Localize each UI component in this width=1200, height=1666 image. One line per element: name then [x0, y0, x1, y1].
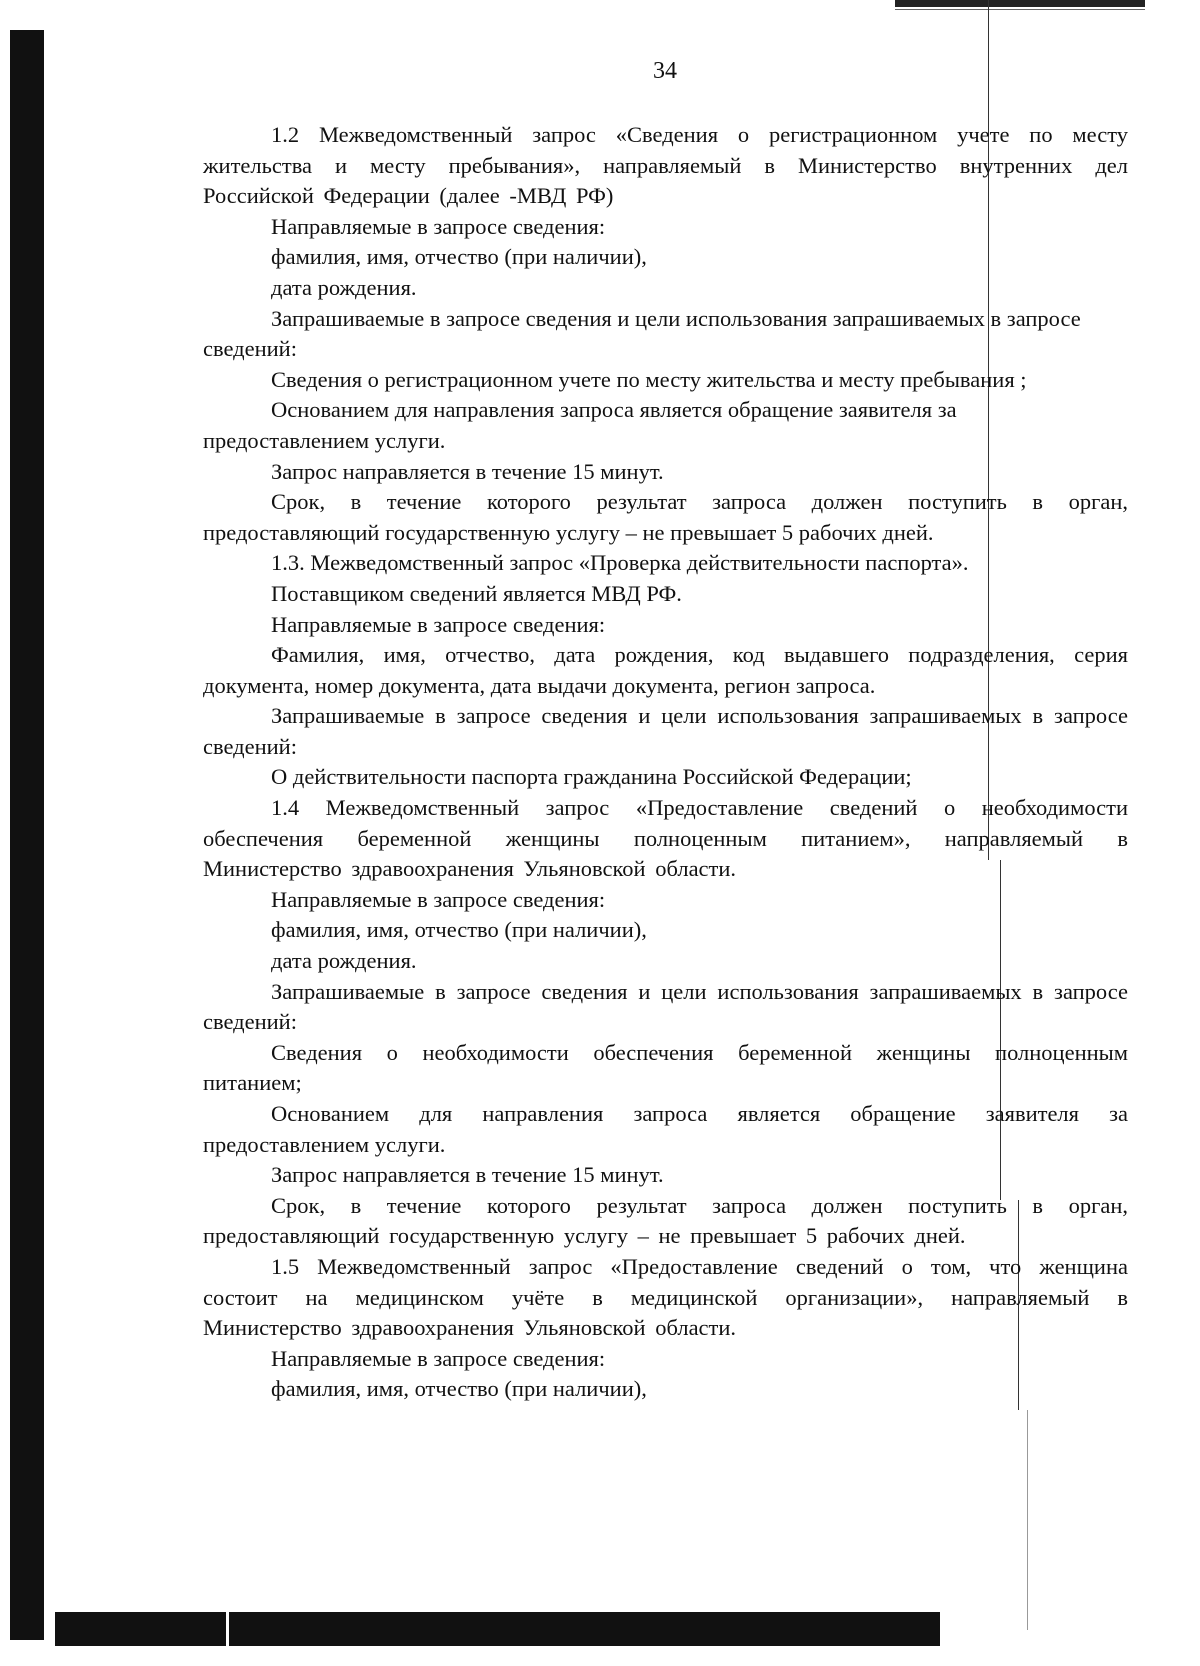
- scan-edge-top-line: [895, 9, 1145, 10]
- paragraph: 1.4 Межведомственный запрос «Предоставление сведений о необходимости обеспечения беременной женщины полноценным питанием», направляемый в Министерство здравоохранения Ульяновской области.: [203, 795, 1128, 882]
- paragraph: фамилия, имя, отчество (при наличии),: [271, 244, 647, 270]
- paragraph: Запрашиваемые в запросе сведения и цели использования запрашиваемых в запросе сведений:: [203, 305, 1081, 362]
- scan-fold-line: [1027, 1410, 1028, 1630]
- paragraph: Запрос направляется в течение 15 минут.: [271, 1162, 664, 1188]
- paragraph: 1.2 Межведомственный запрос «Сведения о регистрационном учете по месту жительства и месту пребывания», направляемый в Министерство внутренних дел Российской Федерации (далее -МВД РФ): [203, 122, 1128, 209]
- paragraph: фамилия, имя, отчество (при наличии),: [271, 917, 647, 943]
- paragraph: Срок, в течение которого результат запроса должен поступить в орган, предоставляющий государственную услугу – не превышает 5 рабочих дней.: [203, 1192, 1128, 1249]
- paragraph: Поставщиком сведений является МВД РФ.: [271, 580, 682, 606]
- paragraph: Сведения о регистрационном учете по месту жительства и месту пребывания ;: [271, 366, 1027, 392]
- paragraph: Направляемые в запросе сведения:: [271, 886, 606, 912]
- paragraph: 1.3. Межведомственный запрос «Проверка действительности паспорта».: [271, 550, 969, 576]
- paragraph: Направляемые в запросе сведения:: [271, 611, 606, 637]
- paragraph: Направляемые в запросе сведения:: [271, 213, 606, 239]
- scan-edge-top: [895, 0, 1145, 7]
- paragraph: Основанием для направления запроса является обращение заявителя за предоставлением услуги.: [203, 1101, 1128, 1157]
- paragraph: 1.5 Межведомственный запрос «Предоставление сведений о том, что женщина состоит на медицинском учёте в медицинской организации», направляемый в Министерство здравоохранения Ульяновской области.: [203, 1253, 1128, 1341]
- paragraph: Сведения о необходимости обеспечения беременной женщины полноценным питанием;: [203, 1039, 1128, 1096]
- document-body: [203, 120, 1128, 1405]
- paragraph: Запрос направляется в течение 15 минут.: [271, 458, 664, 484]
- scan-edge-left: [10, 30, 44, 1640]
- paragraph: фамилия, имя, отчество (при наличии),: [271, 1376, 647, 1402]
- page-number: 34: [653, 58, 677, 84]
- paragraph: дата рождения.: [271, 948, 417, 974]
- paragraph: Запрашиваемые в запросе сведения и цели использования запрашиваемых в запросе сведений:: [203, 978, 1128, 1035]
- paragraph: Основанием для направления запроса является обращение заявителя за предоставлением услуги.: [203, 397, 957, 453]
- scan-edge-bottom-gap: [226, 1612, 229, 1646]
- paragraph: Срок, в течение которого результат запроса должен поступить в орган, предоставляющий государственную услугу – не превышает 5 рабочих дней.: [203, 489, 1128, 545]
- scan-edge-bottom: [55, 1612, 940, 1646]
- paragraph: дата рождения.: [271, 274, 417, 300]
- paragraph: О действительности паспорта гражданина Российской Федерации;: [271, 764, 912, 790]
- paragraph: Фамилия, имя, отчество, дата рождения, код выдавшего подразделения, серия документа, номер документа, дата выдачи документа, регион запроса.: [203, 642, 1128, 698]
- paragraph: Направляемые в запросе сведения:: [271, 1345, 606, 1371]
- paragraph: Запрашиваемые в запросе сведения и цели использования запрашиваемых в запросе сведений:: [203, 703, 1128, 759]
